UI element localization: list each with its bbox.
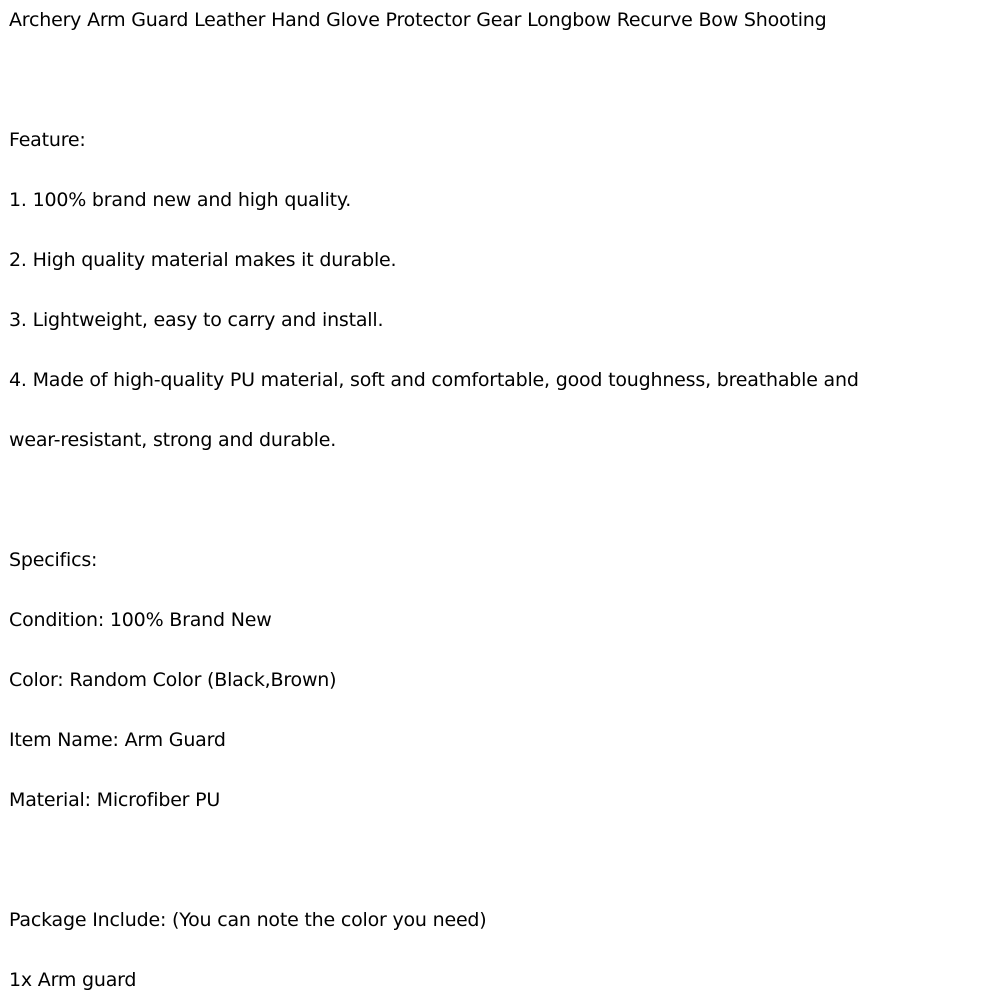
package-heading: Package Include: (You can note the color you need) — [9, 909, 487, 931]
feature-item-continued: wear-resistant, strong and durable. — [9, 429, 337, 451]
specifics-item-name: Item Name: Arm Guard — [9, 729, 226, 751]
feature-item: 4. Made of high-quality PU material, soft and comfortable, good toughness, breathable and — [9, 369, 859, 391]
feature-item: 2. High quality material makes it durable. — [9, 249, 397, 271]
specifics-item-condition: Condition: 100% Brand New — [9, 609, 272, 631]
specifics-heading: Specifics: — [9, 549, 98, 571]
package-item: 1x Arm guard — [9, 969, 137, 991]
feature-heading: Feature: — [9, 129, 86, 151]
specifics-item-material: Material: Microfiber PU — [9, 789, 221, 811]
product-title: Archery Arm Guard Leather Hand Glove Protector Gear Longbow Recurve Bow Shooting — [9, 9, 827, 31]
specifics-item-color: Color: Random Color (Black,Brown) — [9, 669, 337, 691]
feature-item: 3. Lightweight, easy to carry and install. — [9, 309, 384, 331]
feature-item: 1. 100% brand new and high quality. — [9, 189, 352, 211]
